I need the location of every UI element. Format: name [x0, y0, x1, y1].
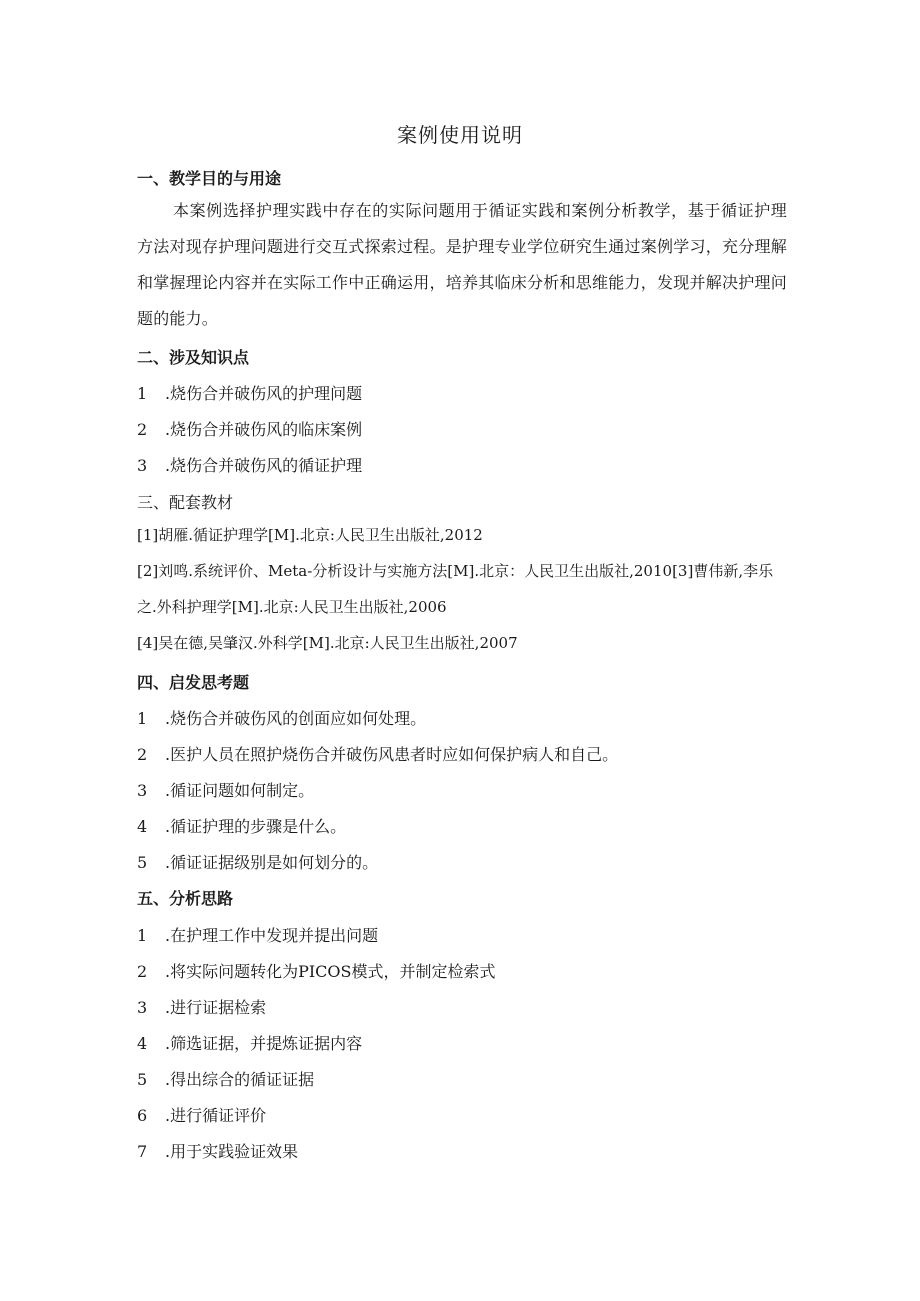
list-item: 3 .烧伤合并破伤风的循证护理 — [137, 456, 363, 475]
list-item: 5 .循证证据级别是如何划分的。 — [137, 853, 379, 872]
list-item: 1 .烧伤合并破伤风的护理问题 — [137, 384, 363, 403]
list-item: 2 .烧伤合并破伤风的临床案例 — [137, 420, 363, 439]
section-heading-knowledge-points: 二、涉及知识点 — [137, 348, 250, 367]
list-item: 1 .在护理工作中发现并提出问题 — [137, 926, 379, 945]
section-heading-purpose: 一、教学目的与用途 — [137, 169, 282, 188]
reference-item: [4]吴在德,吴肇汉.外科学[M].北京:人民卫生出版社,2007 — [137, 634, 518, 652]
page-title: 案例使用说明 — [397, 123, 523, 147]
purpose-paragraph: 本案例选择护理实践中存在的实际问题用于循证实践和案例分析教学，基于循证护理方法对现存护理问题进行交互式探索过程。是护理专业学位研究生通过案例学习，充分理解和掌握理论内容并在实际工作中正确运用，培养其临床分析和思维能力，发现并解决护理问题的能力。 — [137, 201, 787, 328]
section-heading-textbooks: 三、配套教材 — [137, 493, 234, 512]
list-item: 2 .将实际问题转化为PICOS模式，并制定检索式 — [137, 962, 496, 981]
reference-item: [1]胡雁.循证护理学[M].北京:人民卫生出版社,2012 — [137, 526, 483, 544]
list-item: 3 .进行证据检索 — [137, 998, 267, 1017]
list-item: 1 .烧伤合并破伤风的创面应如何处理。 — [137, 709, 427, 728]
list-item: 4 .循证护理的步骤是什么。 — [137, 817, 347, 836]
list-item: 3 .循证问题如何制定。 — [137, 781, 315, 800]
reference-item: [2]刘鸣.系统评价、Meta-分析设计与实施方法[M].北京：人民卫生出版社,2010[3]曹伟新,李乐之.外科护理学[M].北京:人民卫生出版社,2006 — [137, 562, 774, 616]
list-item: 7 .用于实践验证效果 — [137, 1142, 299, 1161]
list-item: 6 .进行循证评价 — [137, 1106, 267, 1125]
list-item: 2 .医护人员在照护烧伤合并破伤风患者时应如何保护病人和自己。 — [137, 745, 619, 764]
list-item: 5 .得出综合的循证证据 — [137, 1070, 315, 1089]
list-item: 4 .筛选证据，并提炼证据内容 — [137, 1034, 363, 1053]
section-heading-analysis: 五、分析思路 — [137, 889, 234, 908]
section-heading-questions: 四、启发思考题 — [137, 673, 250, 692]
